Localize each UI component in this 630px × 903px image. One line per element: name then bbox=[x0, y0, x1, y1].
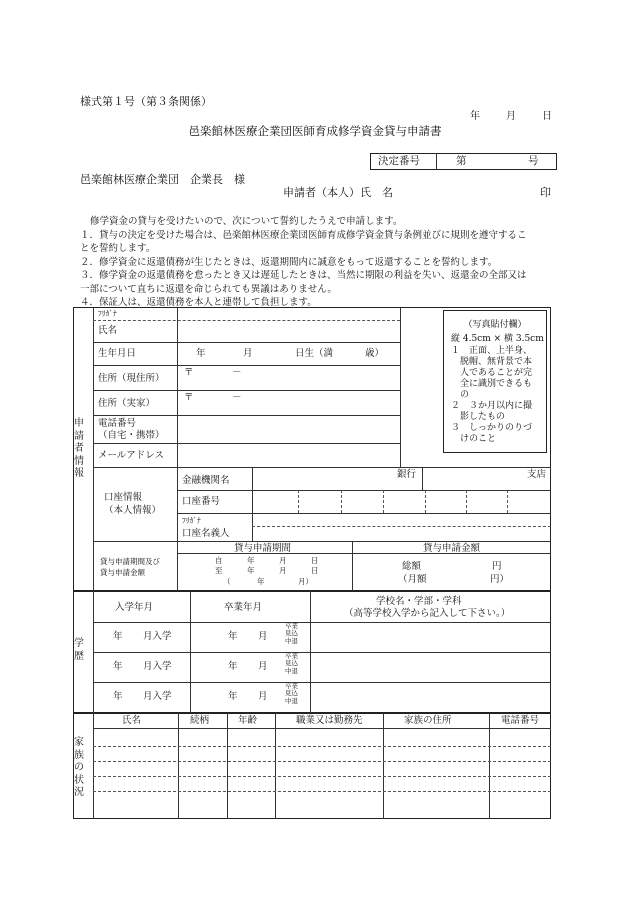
page-title: 邑楽館林医療企業団医師育成修学資金貸与申請書 bbox=[188, 124, 442, 138]
period-total-close: 月） bbox=[298, 577, 313, 586]
amount-total-label: 総額 bbox=[402, 561, 422, 572]
loan-amount-header: 貸与申請金額 bbox=[423, 543, 481, 554]
birth-age: 歳） bbox=[365, 348, 385, 359]
email-label: メールアドレス bbox=[98, 450, 165, 461]
amount-monthly-yen: 円） bbox=[490, 574, 510, 585]
bank-name-label: 金融機関名 bbox=[182, 475, 230, 486]
enroll-year: 年 bbox=[113, 631, 123, 642]
grad-status-option: 卒業 bbox=[285, 682, 298, 690]
address-current-label: 住所（現住所） bbox=[98, 373, 165, 384]
holder-furigana-label: ﾌﾘｶﾞﾅ bbox=[182, 516, 201, 525]
family-header-age: 年齢 bbox=[238, 715, 258, 726]
grad-year: 年 bbox=[228, 631, 238, 642]
seal-mark: 印 bbox=[540, 186, 551, 199]
photo-note: 人であることが完 bbox=[451, 368, 533, 378]
grad-status-option: 見込 bbox=[285, 629, 298, 638]
amount-monthly-label: （月額 bbox=[398, 574, 427, 585]
postal-mark: 〒 bbox=[184, 392, 194, 403]
bank-suffix: 銀行 bbox=[397, 469, 417, 480]
birth-year: 年 bbox=[196, 348, 206, 359]
pledge-item: ３．修学資金の返還債務を怠ったとき又は遅延したときは、当然に期限の利益を失い、返還金の全部又は bbox=[80, 270, 527, 281]
grad-status bbox=[285, 683, 298, 705]
pledge-block bbox=[80, 215, 527, 310]
school-header-sub: （高等学校入学から記入して下さい。） bbox=[344, 608, 511, 619]
decision-go: 号 bbox=[528, 155, 539, 167]
bank-info-label: 口座情報 bbox=[104, 492, 143, 503]
grad-status-option: 卒業 bbox=[285, 622, 298, 630]
period-from-month: 月 bbox=[279, 556, 287, 565]
photo-note: ３ しっかりのりづ bbox=[451, 423, 533, 433]
pledge-item: １．貸与の決定を受けた場合は、邑楽館林医療企業団医師育成修学資金貸与条例並びに規則を遵守するこ bbox=[80, 229, 527, 241]
address-home-label: 住所（実家） bbox=[98, 398, 156, 409]
birth-label: 生年月日 bbox=[98, 348, 137, 359]
photo-note: 影したもの bbox=[451, 412, 506, 422]
date-month-label: 月 bbox=[506, 111, 516, 122]
pledge-item: とを誓約します。 bbox=[80, 243, 156, 254]
enroll-month: 月入学 bbox=[143, 661, 172, 672]
grad-year: 年 bbox=[228, 691, 238, 702]
account-holder-label: 口座名義人 bbox=[182, 528, 230, 539]
period-from-prefix: 自 bbox=[215, 556, 223, 565]
furigana-label: ﾌﾘｶﾞﾅ bbox=[98, 309, 117, 318]
period-to-day: 日 bbox=[311, 566, 319, 575]
pledge-item: ２．修学資金に返還債務が生じたときは、返還期間内に誠意をもって返還することを誓約します。 bbox=[80, 256, 498, 268]
branch-suffix: 支店 bbox=[527, 469, 547, 480]
period-total-open: （ bbox=[223, 577, 231, 586]
account-number-label: 口座番号 bbox=[182, 496, 221, 507]
grad-month: 月 bbox=[258, 691, 268, 702]
grad-status bbox=[285, 653, 298, 675]
photo-size: 縦 4.5cm × 横 3.5cm bbox=[451, 334, 544, 344]
family-header-phone: 電話番号 bbox=[501, 715, 540, 726]
family-header-relation: 続柄 bbox=[190, 715, 210, 726]
period-from-year: 年 bbox=[247, 556, 255, 565]
pledge-item: 一部について直ちに返還を命じられても異議はありません。 bbox=[80, 283, 337, 295]
phone-label: 電話番号 bbox=[98, 418, 137, 429]
grad-header: 卒業年月 bbox=[224, 602, 263, 613]
bank-info-label-sub: （本人情報） bbox=[104, 505, 162, 516]
grad-status-option: 卒業 bbox=[285, 652, 298, 660]
phone-label-sub: （自宅・携帯） bbox=[98, 430, 165, 441]
period-to-prefix: 至 bbox=[215, 566, 223, 575]
period-to-year: 年 bbox=[247, 566, 255, 575]
photo-note: 脱帽、無背景で本 bbox=[451, 357, 533, 367]
family-header-occupation: 職業又は勤務先 bbox=[296, 715, 363, 726]
period-from-day: 日 bbox=[311, 556, 319, 565]
family-header-address: 家族の住所 bbox=[404, 715, 452, 726]
grad-year: 年 bbox=[228, 661, 238, 672]
decision-number-label: 決定番号 bbox=[378, 155, 420, 167]
photo-note: ２ ３か月以内に撮 bbox=[451, 401, 533, 411]
loan-label: 貸与申請期間及び bbox=[100, 557, 160, 566]
enroll-year: 年 bbox=[113, 661, 123, 672]
postal-dash: － bbox=[232, 392, 242, 403]
photo-note: １ 正面、上半身、 bbox=[451, 346, 533, 356]
loan-period-header: 貸与申請期間 bbox=[234, 543, 292, 554]
pledge-lead: 修学資金の貸与を受けたいので、次について誓約したうえで申請します。 bbox=[90, 216, 403, 227]
family-section-label: 家族の状況 bbox=[74, 737, 84, 798]
form-number: 様式第１号（第３条関係） bbox=[80, 95, 212, 108]
grad-status-option: 見込 bbox=[285, 689, 298, 698]
enroll-month: 月入学 bbox=[143, 631, 172, 642]
addressee: 邑楽館林医療企業団 企業長 様 bbox=[80, 173, 245, 186]
name-label: 氏名 bbox=[98, 325, 118, 336]
postal-mark: 〒 bbox=[184, 367, 194, 378]
amount-total-yen: 円 bbox=[492, 561, 502, 572]
period-to-month: 月 bbox=[279, 566, 287, 575]
date-day-label: 日 bbox=[542, 111, 552, 122]
loan-label-sub: 貸与申請金額 bbox=[100, 568, 145, 577]
decision-dai: 第 bbox=[456, 155, 467, 167]
enroll-year: 年 bbox=[113, 691, 123, 702]
photo-notes bbox=[451, 346, 532, 445]
school-header: 学校名・学部・学科 bbox=[376, 596, 462, 607]
photo-note: の bbox=[451, 390, 470, 400]
photo-note: 全に識別できるも bbox=[451, 379, 533, 389]
grad-month: 月 bbox=[258, 631, 268, 642]
pledge-item: ４．保証人は、返還債務を本人と連帯して負担します。 bbox=[80, 297, 317, 308]
grad-status-option: 見込 bbox=[285, 659, 298, 668]
grad-status-option: 中退 bbox=[285, 636, 298, 645]
photo-title: （写真貼付欄） bbox=[463, 320, 527, 330]
family-header-name: 氏名 bbox=[122, 715, 142, 726]
grad-status-option: 中退 bbox=[285, 696, 298, 705]
date-year-label: 年 bbox=[470, 111, 480, 122]
education-section-label: 学歴 bbox=[74, 638, 84, 662]
grad-month: 月 bbox=[258, 661, 268, 672]
grad-status bbox=[285, 623, 298, 645]
applicant-name-label: 申請者（本人）氏 名 bbox=[283, 186, 393, 199]
birth-day: 日生（満 bbox=[295, 348, 334, 359]
postal-dash: － bbox=[232, 367, 242, 378]
grad-status-option: 中退 bbox=[285, 666, 298, 675]
applicant-section-label: 申請者情報 bbox=[74, 418, 84, 479]
photo-note: けのこと bbox=[451, 434, 497, 444]
enroll-header: 入学年月 bbox=[115, 602, 154, 613]
period-total-year: 年 bbox=[257, 577, 265, 586]
enroll-month: 月入学 bbox=[143, 691, 172, 702]
birth-month: 月 bbox=[243, 348, 253, 359]
